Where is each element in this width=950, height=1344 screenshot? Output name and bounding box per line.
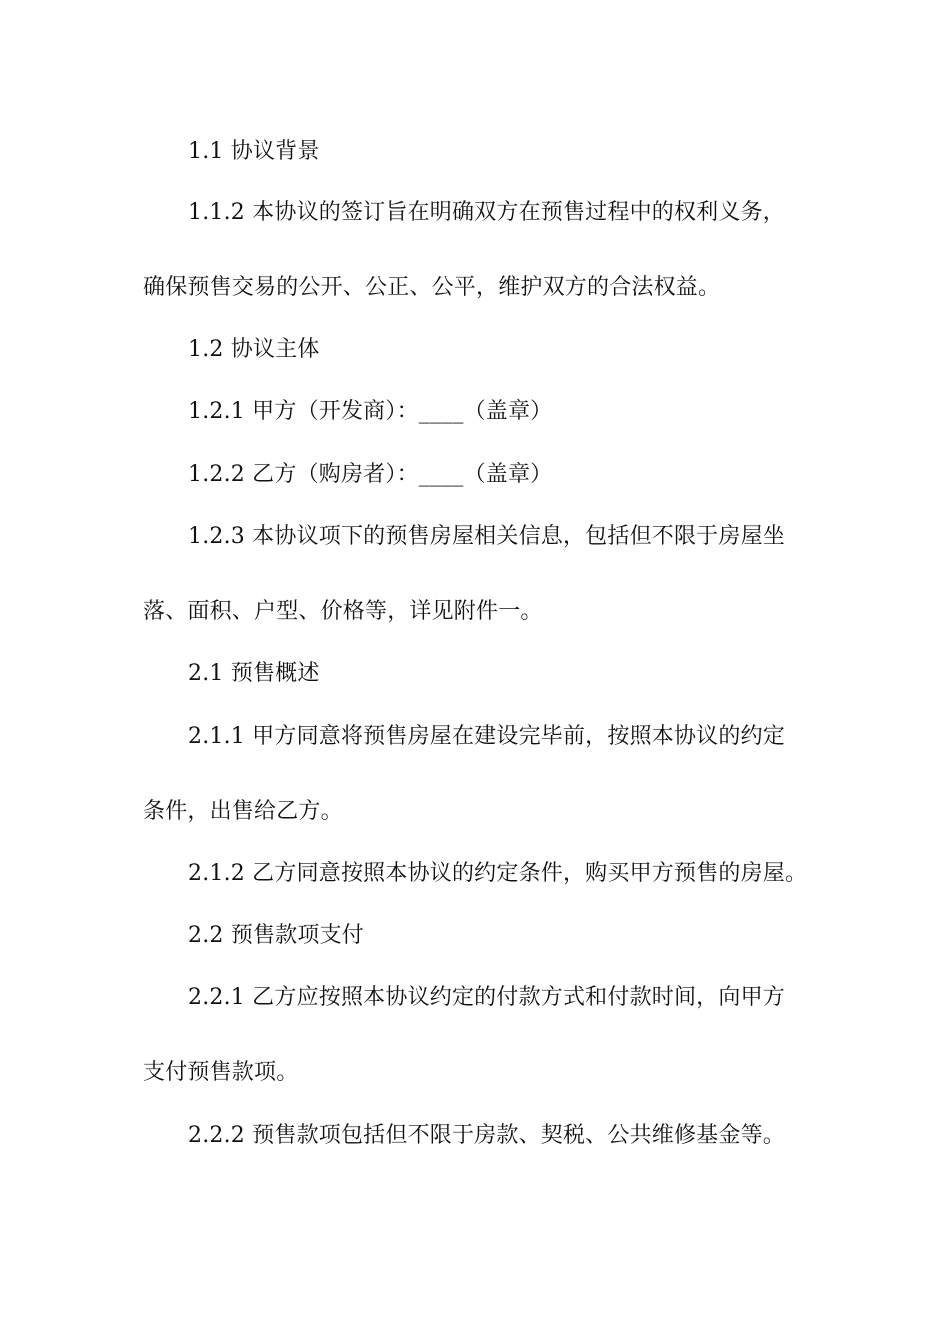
heading-2-1: 2.1 预售概述 bbox=[188, 661, 320, 686]
clause-1-1-2-line-1: 1.1.2 本协议的签订旨在明确双方在预售过程中的权利义务， bbox=[188, 200, 785, 225]
clause-2-1-1-line-1: 2.1.1 甲方同意将预售房屋在建设完毕前，按照本协议的约定 bbox=[188, 724, 785, 749]
clause-1-2-2: 1.2.2 乙方（购房者）：____（盖章） bbox=[188, 462, 553, 487]
heading-1-1: 1.1 协议背景 bbox=[188, 139, 320, 164]
clause-2-2-2: 2.2.2 预售款项包括但不限于房款、契税、公共维修基金等。 bbox=[188, 1123, 785, 1148]
clause-2-2-1-line-2: 支付预售款项。 bbox=[143, 1060, 299, 1085]
clause-1-2-3-line-1: 1.2.3 本协议项下的预售房屋相关信息，包括但不限于房屋坐 bbox=[188, 524, 785, 549]
clause-2-2-1-line-1: 2.2.1 乙方应按照本协议约定的付款方式和付款时间，向甲方 bbox=[188, 985, 785, 1010]
clause-1-2-1: 1.2.1 甲方（开发商）：____（盖章） bbox=[188, 399, 553, 424]
clause-2-1-1-line-2: 条件，出售给乙方。 bbox=[143, 799, 343, 824]
clause-1-1-2-line-2: 确保预售交易的公开、公正、公平，维护双方的合法权益。 bbox=[143, 275, 721, 300]
heading-1-2: 1.2 协议主体 bbox=[188, 337, 320, 362]
clause-1-2-3-line-2: 落、面积、户型、价格等，详见附件一。 bbox=[143, 599, 543, 624]
clause-2-1-2: 2.1.2 乙方同意按照本协议的约定条件，购买甲方预售的房屋。 bbox=[188, 861, 808, 886]
heading-2-2: 2.2 预售款项支付 bbox=[188, 923, 364, 948]
